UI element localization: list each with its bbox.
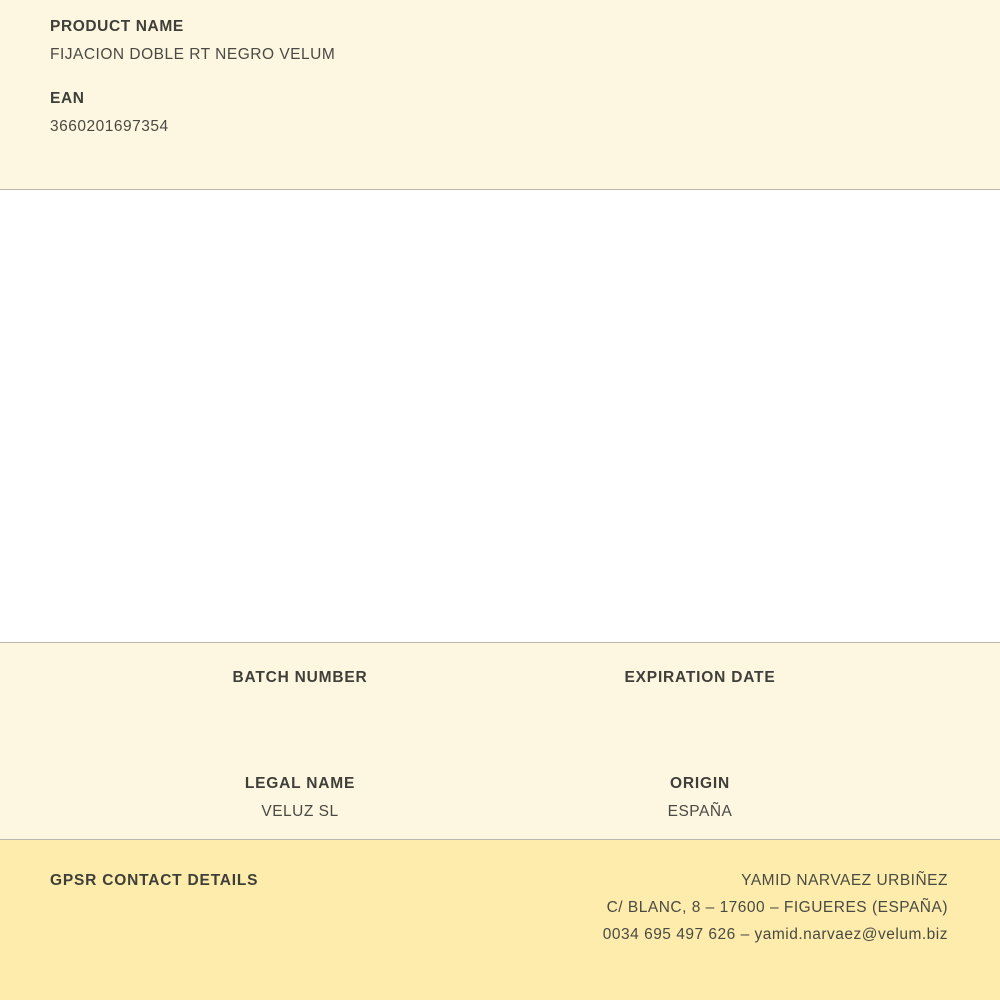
batch-number-value [100, 697, 500, 715]
expiration-date-field [500, 669, 900, 715]
product-details-section [0, 643, 1000, 840]
expiration-date-label: EXPIRATION DATE [624, 669, 776, 686]
gpsr-contact-address: C/ BLANC, 8 – 17600 – FIGUERES (ESPAÑA) [606, 899, 948, 916]
ean-value: 3660201697354 [50, 118, 169, 135]
origin-value: ESPAÑA [667, 803, 733, 820]
legal-name-label: LEGAL NAME [244, 775, 356, 792]
product-header-section [0, 0, 1000, 190]
gpsr-contact-lines [603, 872, 948, 944]
gpsr-contact-section [0, 840, 1000, 1000]
detail-spacer-left-2 [0, 775, 100, 821]
blank-content-area [0, 190, 1000, 643]
detail-spacer-left [0, 669, 100, 715]
ean-field [50, 90, 950, 136]
gpsr-contact-phone-email: 0034 695 497 626 – yamid.narvaez@velum.biz [602, 926, 948, 943]
product-name-value: FIJACION DOBLE RT NEGRO VELUM [50, 46, 336, 63]
origin-label: ORIGIN [670, 775, 730, 792]
detail-row-legal-origin [0, 775, 1000, 821]
legal-name-value: VELUZ SL [261, 803, 339, 820]
product-name-field [50, 18, 950, 64]
gpsr-contact-name: YAMID NARVAEZ URBIÑEZ [741, 872, 948, 889]
origin-field [500, 775, 900, 821]
batch-number-label: BATCH NUMBER [232, 669, 368, 686]
detail-row-batch-expiration [0, 669, 1000, 715]
gpsr-contact-label: GPSR CONTACT DETAILS [50, 872, 259, 889]
batch-number-field [100, 669, 500, 715]
legal-name-field [100, 775, 500, 821]
product-name-label: PRODUCT NAME [50, 18, 184, 35]
expiration-date-value [500, 697, 900, 715]
ean-label: EAN [50, 90, 85, 107]
